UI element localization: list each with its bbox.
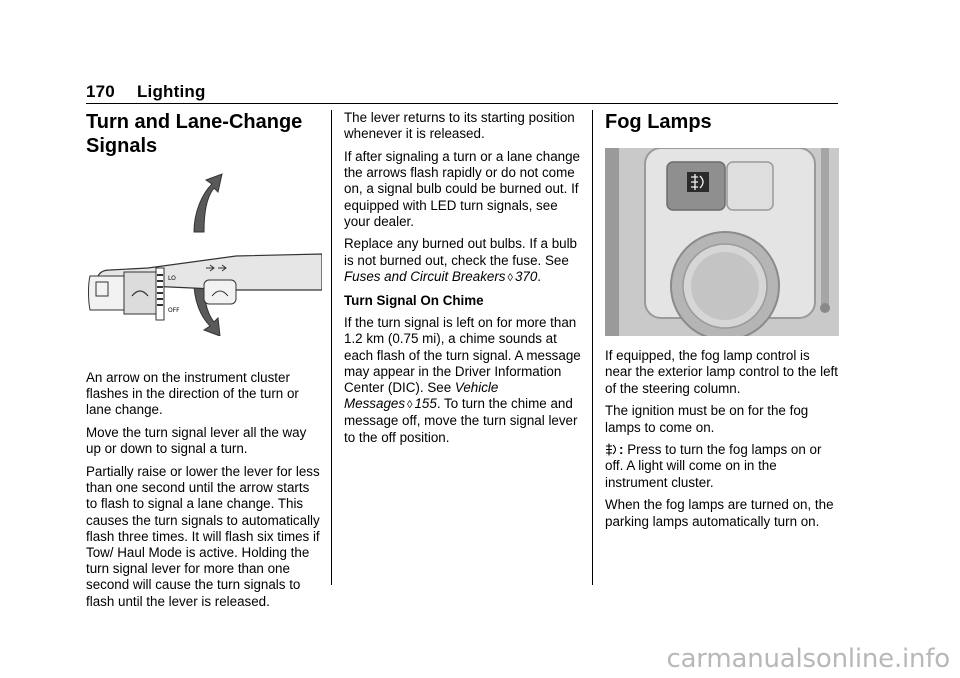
wiper-ring [124,272,156,314]
off-label: OFF [168,307,180,314]
lo-label: LO [168,275,176,282]
watermark: carmanualsonline.info [666,644,950,674]
paragraph: The lever returns to its starting position whenever it is released. [344,110,575,142]
column-divider-1 [331,110,332,585]
paragraph: : Press to turn the fog lamps on or off. A light will come on in the instrument cluster. [605,442,822,490]
subheading-chime: Turn Signal On Chime [344,292,484,308]
blank-button [727,162,773,210]
column-divider-2 [592,110,593,585]
paragraph: Move the turn signal lever all the way up or down to signal a turn. [86,425,307,457]
turn-signal-lever-figure [86,172,322,336]
turn-signal-lever-illustration [86,172,324,336]
up-arrow-icon [194,174,222,232]
fog-lamp-icon [605,443,619,456]
washer-button [204,280,236,304]
paragraph: Partially raise or lower the lever for less than one second until the arrow starts to flash to signal a lane change. This causes the turn signals to automatically flash three times. It will flash six times if Tow/ Haul Mode is active. Holding the turn signal lever for more than one second will cause the turn signals to flash until the lever is released. [86,464,320,609]
section-name: Lighting [136,82,206,101]
paragraph: The ignition must be on for the fog lamps to come on. [605,403,809,435]
section-title-fog-lamps: Fog Lamps [605,111,712,133]
page-number: 170 [86,82,115,101]
paragraph: An arrow on the instrument cluster flashes in the direction of the turn or lane change. [86,370,299,418]
paragraph: If after signaling a turn or a lane change the arrows flash rapidly or do not come on, a signal bulb could be burned out. If equipped with LED turn signals, see your dealer. [344,148,580,229]
paragraph: Replace any burned out bulbs. If a bulb is not burned out, check the fuse. See Fuses and Circuit Breakers ◊ 370. [344,236,578,284]
column-fog-lamps [605,110,839,536]
paragraph: If equipped, the fog lamp control is near the exterior lamp control to the left of the steering column. [605,348,838,396]
xref-vehicle-messages-link[interactable]: Vehicle Messages [344,380,499,412]
paragraph: If the turn signal is left on for more than 1.2 km (0.75 mi), a chime sounds at each flash of the turn signal. A message may appear in the Driver Information Center (DIC). See Vehicle Messages ◊ 155. To turn the chime and message off, move the turn signal lever to the off position. [344,315,581,445]
lever-cap [89,276,127,310]
paragraph: When the fog lamps are turned on, the parking lamps automatically turn on. [605,497,834,529]
side-trim [821,148,829,306]
header-rule [86,103,838,104]
xref-fuses-link[interactable]: Fuses and Circuit Breakers [344,268,506,284]
page-header [86,82,206,102]
xref-fuses-page[interactable]: 370 [514,268,538,284]
xref-vehicle-messages-page[interactable]: 155 [414,396,437,412]
section-title-turn-signals: Turn and Lane-Change Signals [86,111,303,157]
column-turn-signals-continued [344,110,584,452]
column-turn-signals [86,110,324,616]
fog-lamp-control-figure [605,148,839,336]
fog-lamp-control-photo [605,148,839,340]
